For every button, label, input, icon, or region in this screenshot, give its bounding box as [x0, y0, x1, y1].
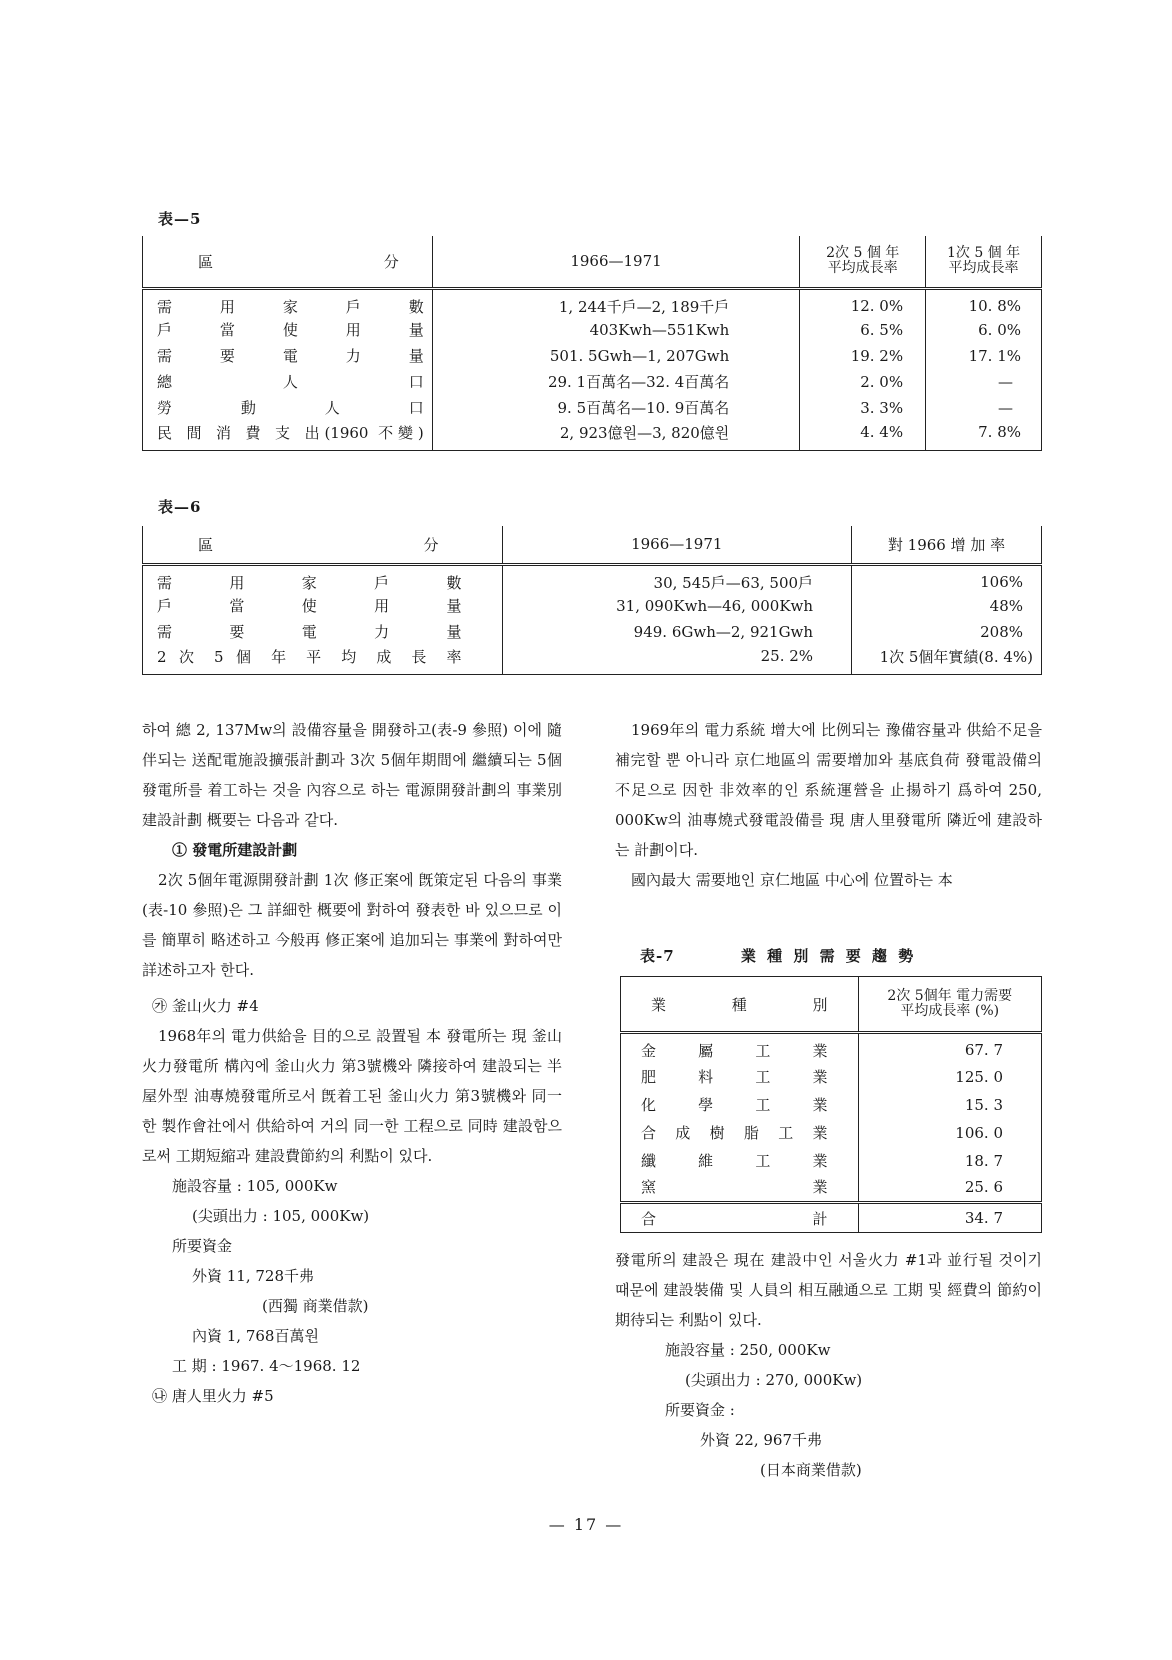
table-row [143, 369, 1042, 395]
left-column [142, 715, 562, 1411]
table7-row-label: 化 學 工 業 [621, 1091, 859, 1119]
peak-output: (尖頭出力 : 105, 000Kw) [192, 1207, 370, 1225]
table6-row-label: 2 次 5 個 年 平 均 成 長 率 [143, 645, 503, 675]
peak-output: (尖頭出力 : 270, 000Kw) [685, 1371, 863, 1389]
table-row [143, 421, 1042, 451]
table5-row-label: 戶 當 使 用 量 [143, 317, 433, 343]
foreign-funds-note: (西獨 商業借款) [262, 1297, 369, 1315]
table7-header-jong: 種 [731, 995, 747, 1014]
table-row [621, 1175, 1042, 1203]
table7-title: 業 種 別 需 要 趨 勢 [740, 947, 917, 965]
table-row [621, 1033, 1042, 1063]
right-paragraph-2: 國內最大 需要地인 京仁地區 中心에 位置하는 本 [631, 871, 953, 889]
table7-row-label: 纖 維 工 業 [621, 1147, 859, 1175]
right-column [615, 715, 1042, 895]
table5-row-second: 2. 0% [800, 369, 926, 395]
table5 [142, 236, 1042, 451]
table6-row-rate: 208% [852, 619, 1042, 645]
table6-row-rate: 106% [852, 564, 1042, 593]
table5-row-range: 403Kwh—551Kwh [432, 317, 800, 343]
right-column-continued [615, 1245, 1042, 1485]
table7-label: 表-7 [640, 947, 675, 965]
table7-row-value: 25. 6 [858, 1175, 1041, 1203]
table6-row-range: 31, 090Kwh—46, 000Kwh [502, 593, 852, 619]
required-funds: 所要資金 [172, 1237, 233, 1255]
table5-row-second: 6. 5% [800, 317, 926, 343]
table7-total-label: 合 計 [621, 1203, 859, 1233]
foreign-funds-note: (日本商業借款) [760, 1461, 862, 1479]
table6-row-range: 25. 2% [502, 645, 852, 675]
table-row [621, 1147, 1042, 1175]
table6-row-label: 需 要 電 力 量 [143, 619, 503, 645]
foreign-funds: 外資 11, 728千弗 [192, 1267, 315, 1285]
table5-row-second: 3. 3% [800, 395, 926, 421]
table5-row-first: 17. 1% [926, 343, 1042, 369]
sub-heading: ㉮ 釜山火力 #4 [152, 997, 259, 1015]
table6-label: 表—6 [158, 498, 202, 516]
table7-row-value: 106. 0 [858, 1119, 1041, 1147]
table5-row-first: 10. 8% [926, 288, 1042, 317]
table7-row-label: 金 屬 工 業 [621, 1033, 859, 1063]
table6-header-label [143, 526, 503, 564]
table6-row-rate: 1次 5個年實績(8. 4%) [852, 645, 1042, 675]
table7-header-row [621, 977, 1042, 1033]
table5-header-bun: 分 [383, 252, 399, 271]
table6-header-range: 1966—1971 [502, 526, 852, 564]
table-row [143, 645, 1042, 675]
table5-header-second: 2次 5 個 年 平均成長率 [800, 236, 926, 288]
table-row [621, 1063, 1042, 1091]
table5-row-first: 7. 8% [926, 421, 1042, 451]
table6-row-range: 30, 545戶—63, 500戶 [502, 564, 852, 593]
table6-row-label: 戶 當 使 用 量 [143, 593, 503, 619]
table5-row-first: — [926, 395, 1042, 421]
table-row [621, 1119, 1042, 1147]
table5-header-row [143, 236, 1042, 288]
capacity: 施設容量 : 105, 000Kw [172, 1177, 338, 1195]
table5-header-range: 1966—1971 [432, 236, 800, 288]
sub-heading: ㉯ 唐人里火力 #5 [152, 1387, 274, 1405]
table5-header-gu: 區 [198, 252, 214, 271]
left-paragraph-2: 2次 5個年電源開發計劃 1次 修正案에 旣策定된 다음의 事業 (表-10 參照)은 그 詳細한 概要에 對하여 發表한 바 있으므로 이를 簡單히 略述하고 今般再 修正案에 追加되는 事業에 對하여만 詳述하고자 한다. [142, 871, 562, 979]
table-row [143, 593, 1042, 619]
table5-row-second: 19. 2% [800, 343, 926, 369]
table6-header-row [143, 526, 1042, 564]
table5-row-range: 29. 1百萬名—32. 4百萬名 [432, 369, 800, 395]
table5-header-label [143, 236, 433, 288]
foreign-funds: 外資 22, 967千弗 [700, 1431, 823, 1449]
table5-row-range: 1, 244千戶—2, 189千戶 [432, 288, 800, 317]
table7-row-label: 窯 業 [621, 1175, 859, 1203]
table5-header-first: 1次 5 個 年 平均成長率 [926, 236, 1042, 288]
right-paragraph-3: 發電所의 建設은 現在 建設中인 서울火力 #1과 並行될 것이기 때문에 建設裝備 및 人員의 相互融通으로 工期 및 經費의 節約이 期待되는 利點이 있다. [615, 1251, 1042, 1329]
table-row [143, 564, 1042, 593]
table7-header-rate: 2次 5個年 電力需要 平均成長率 (%) [858, 977, 1041, 1033]
table-row [143, 343, 1042, 369]
table6-row-range: 949. 6Gwh—2, 921Gwh [502, 619, 852, 645]
table5-row-label: 需 要 電 力 量 [143, 343, 433, 369]
table5-row-range: 2, 923億원—3, 820億원 [432, 421, 800, 451]
table6-header-gu: 區 [198, 535, 214, 554]
domestic-funds: 內資 1, 768百萬원 [192, 1327, 319, 1345]
table6-header-rate: 對 1966 增 加 率 [852, 526, 1042, 564]
table-row [621, 1091, 1042, 1119]
table5-row-label: 需 用 家 戶 數 [143, 288, 433, 317]
table5-row-first: — [926, 369, 1042, 395]
left-paragraph-1: 하여 總 2, 137Mw의 設備容量을 開發하고(表-9 參照) 이에 隨伴되는 送配電施設擴張計劃과 3次 5個年期間에 繼續되는 5個 發電所를 着工하는 것을 內容으로 하는 電源開發計劃의 事業別 建設計劃 概要는 다음과 같다. [142, 721, 562, 829]
table7-header-eop: 業 [651, 995, 667, 1014]
table5-row-range: 9. 5百萬名—10. 9百萬名 [432, 395, 800, 421]
table7-row-label: 合 成 樹 脂 工 業 [621, 1119, 859, 1147]
table-row [143, 395, 1042, 421]
table7-row-value: 15. 3 [858, 1091, 1041, 1119]
capacity: 施設容量 : 250, 000Kw [665, 1341, 831, 1359]
right-paragraph-1: 1969年의 電力系統 增大에 比例되는 豫備容量과 供給不足을 補完할 뿐 아니라 京仁地區의 需要增加와 基底負荷 發電設備의 不足으로 因한 非效率的인 系統運營을 止揚하기 爲하여 250, 000Kw의 油專燒式發電設備를 現 唐人里發電所 隣近에 建設하는 計劃이다. [615, 721, 1042, 859]
table7-total-row [621, 1203, 1042, 1233]
table7-caption [640, 945, 1030, 966]
table7-row-value: 67. 7 [858, 1033, 1041, 1063]
table5-row-second: 12. 0% [800, 288, 926, 317]
table-row [143, 619, 1042, 645]
table7-header-byeol: 別 [812, 995, 828, 1014]
table7-row-value: 18. 7 [858, 1147, 1041, 1175]
left-paragraph-3: 1968年의 電力供給을 目的으로 設置될 本 發電所는 現 釜山火力發電所 構內에 釜山火力 第3號機와 隣接하여 建設되는 半屋外型 油專燒發電所로서 旣着工된 釜山火力 第3號機와 同一한 製作會社에서 供給하여 거의 同一한 工程으로 同時 建設함으로써 工期短縮과 建設費節約의 利點이 있다. [142, 1027, 562, 1165]
table5-row-label: 總 人 口 [143, 369, 433, 395]
table-row [143, 317, 1042, 343]
table5-row-second: 4. 4% [800, 421, 926, 451]
table6-header-bun: 分 [423, 535, 439, 554]
table5-row-label: 民 間 消 費 支 出(1960 不變) [143, 421, 433, 451]
required-funds: 所要資金 : [665, 1401, 735, 1419]
table6 [142, 526, 1042, 675]
table5-label: 表—5 [158, 210, 202, 228]
page-number: — 17 — [548, 1515, 624, 1534]
table5-row-label: 勞 動 人 口 [143, 395, 433, 421]
table5-row-range: 501. 5Gwh—1, 207Gwh [432, 343, 800, 369]
table7-row-label: 肥 料 工 業 [621, 1063, 859, 1091]
table7 [620, 976, 1042, 1233]
table7-header-label [621, 977, 859, 1033]
table5-row-first: 6. 0% [926, 317, 1042, 343]
construction-period: 工 期 : 1967. 4～1968. 12 [172, 1357, 361, 1375]
table-row [143, 288, 1042, 317]
section-heading: ① 發電所建設計劃 [172, 841, 298, 859]
table6-row-label: 需 用 家 戶 數 [143, 564, 503, 593]
table7-total-value: 34. 7 [858, 1203, 1041, 1233]
table6-row-rate: 48% [852, 593, 1042, 619]
table7-row-value: 125. 0 [858, 1063, 1041, 1091]
